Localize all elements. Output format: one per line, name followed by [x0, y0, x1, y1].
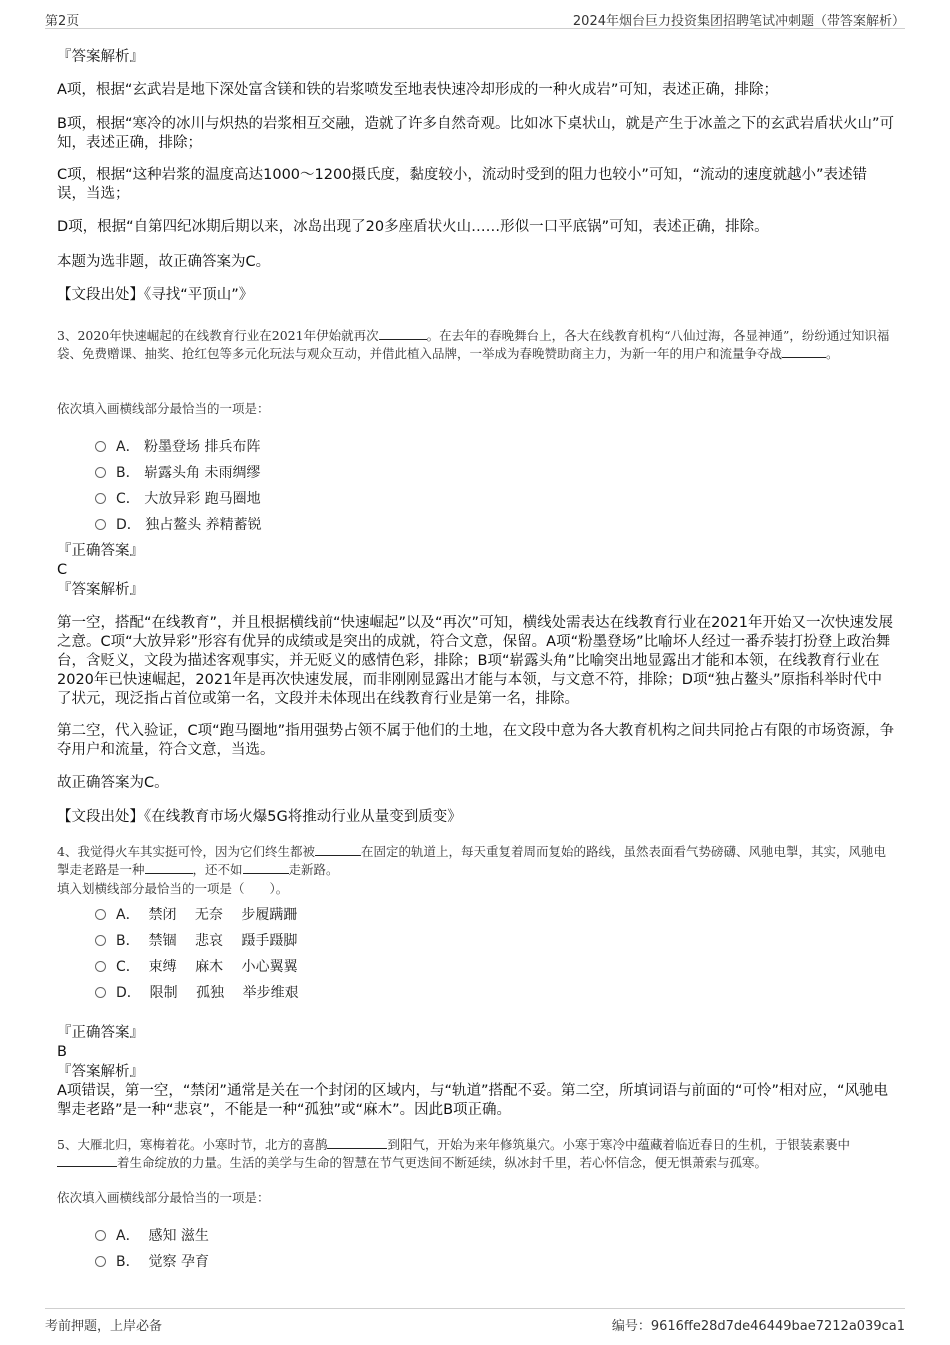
radio-icon[interactable] [95, 935, 106, 946]
q3-stem: 3、2020年快速崛起的在线教育行业在2021年伊始就再次 。在去年的春晚舞台上，各大在线教育机构“八仙过海，各显神通”，纷纷通过知识福袋、免费赠课、抽奖、抢红包等多元化玩法与观众互动，并借此植入品牌，一举成为春晚赞助商主力，为新一年的用户和流量争夺战 。 [57, 328, 890, 361]
q3-option-d[interactable]: D． 独占鳌头 养精蓄锐 [95, 514, 262, 534]
page-number: 第2页 [45, 14, 80, 29]
q3-analysis-1: 第一空，搭配“在线教育”，并且根据横线前“快速崛起”以及“再次”可知，横线处需表达在线教育行业在2021年开始又一次快速发展之意。C项“大放异彩”形容有优异的成绩或是突出的成就，符合文意，保留。A项“粉墨登场”比喻坏人经过一番乔装打扮登上政治舞台，含贬义，文段为描述客观事实，并无贬义的感情色彩，排除；B项“崭露头角”比喻突出地显露出才能和本领，在线教育行业在2020年已快速崛起，2021年是再次快速发展，而非刚刚显露出才能与本领，与文意不符，排除；D项“独占鳌头”原指科举时代中了状元，现泛指占首位或第一名，文段并未体现出在线教育行业是第一名，排除。 [57, 615, 893, 707]
radio-icon[interactable] [95, 519, 106, 530]
q2-analysis-d: D项，根据“自第四纪冰期后期以来，冰岛出现了20多座盾状火山……形似一口平底锅”可知，表述正确，排除。 [57, 219, 769, 235]
page-footer [45, 1308, 905, 1339]
q2-analysis-label: 『答案解析』 [57, 49, 144, 65]
blank-line [145, 873, 193, 874]
q4-stem: 4、我觉得火车其实挺可怜，因为它们终生都被 在固定的轨道上，每天重复着周而复始的路线，虽然表面看气势磅礴、风驰电掣，其实，风驰电掣走老路是一种 ，还不如 走新路。 [57, 844, 886, 877]
q4-answer-label: 『正确答案』 [57, 1025, 144, 1041]
q4-prompt: 填入划横线部分最恰当的一项是（ ）。 [57, 881, 289, 896]
q4-analysis: A项错误，第一空，“禁闭”通常是关在一个封闭的区域内，与“轨道”搭配不妥。第二空，所填词语与前面的“可怜”相对应，“风驰电掣走老路”是一种“悲哀”，不能是一种“孤独”或“麻木”。因此B项正确。 [57, 1083, 888, 1118]
q3-answer: C [57, 562, 68, 578]
q3-analysis-2: 第二空，代入验证，C项“跑马圈地”指用强势占领不属于他们的土地，在文段中意为各大教育机构之间共同抢占有限的市场资源，争夺用户和流量，符合文意，当选。 [57, 723, 895, 758]
q3-option-b[interactable]: B． 崭露头角 未雨绸缪 [95, 462, 261, 482]
q5-option-a[interactable]: A． 感知 滋生 [95, 1225, 209, 1245]
q4-answer: B [57, 1044, 67, 1060]
q3-analysis-label: 『答案解析』 [57, 582, 144, 598]
radio-icon[interactable] [95, 1256, 106, 1267]
q2-analysis-b: B项，根据“寒冷的冰川与炽热的岩浆相互交融，造就了许多自然奇观。比如冰下桌状山，就是产生于冰盖之下的玄武岩盾状火山”可知，表述正确，排除； [57, 116, 894, 151]
radio-icon[interactable] [95, 909, 106, 920]
page-header [45, 6, 905, 29]
q2-conclusion: 本题为选非题，故正确答案为C。 [57, 254, 271, 270]
blank-line [782, 357, 826, 358]
q3-conclusion: 故正确答案为C。 [57, 775, 169, 791]
q4-analysis-label: 『答案解析』 [57, 1064, 144, 1080]
footer-slogan: 考前押题，上岸必备 [45, 1319, 163, 1334]
radio-icon[interactable] [95, 467, 106, 478]
q3-answer-label: 『正确答案』 [57, 543, 144, 559]
q3-option-c[interactable]: C． 大放异彩 跑马圈地 [95, 488, 261, 508]
document-title: 2024年烟台巨力投资集团招聘笔试冲刺题（带答案解析） [572, 14, 905, 29]
q4-option-c[interactable]: C． 束缚 麻木 小心翼翼 [95, 956, 298, 976]
radio-icon[interactable] [95, 441, 106, 452]
blank-line [379, 339, 427, 340]
q2-source: 【文段出处】《寻找“平顶山”》 [57, 287, 254, 303]
q5-option-b[interactable]: B． 觉察 孕育 [95, 1251, 209, 1271]
q2-analysis-c: C项，根据“这种岩浆的温度高达1000～1200摄氏度，黏度较小，流动时受到的阻力也较小”可知，“流动的速度就越小”表述错误，当选； [57, 167, 867, 202]
q5-prompt: 依次填入画横线部分最恰当的一项是： [57, 1190, 270, 1205]
document-code: 编号：9616ffe28d7de46449bae7212a039ca1 [611, 1319, 905, 1334]
radio-icon[interactable] [95, 987, 106, 998]
q3-option-a[interactable]: A． 粉墨登场 排兵布阵 [95, 436, 260, 456]
radio-icon[interactable] [95, 961, 106, 972]
q3-prompt: 依次填入画横线部分最恰当的一项是： [57, 401, 270, 416]
q2-analysis-a: A项，根据“玄武岩是地下深处富含镁和铁的岩浆喷发至地表快速冷却形成的一种火成岩”可知，表述正确，排除； [57, 82, 778, 98]
blank-line [243, 873, 289, 874]
radio-icon[interactable] [95, 493, 106, 504]
blank-line [315, 855, 361, 856]
q4-option-d[interactable]: D． 限制 孤独 举步维艰 [95, 982, 299, 1002]
blank-line [57, 1166, 117, 1167]
q4-option-a[interactable]: A． 禁闭 无奈 步履蹒跚 [95, 904, 297, 924]
q4-option-b[interactable]: B． 禁锢 悲哀 蹑手蹑脚 [95, 930, 297, 950]
q3-source: 【文段出处】《在线教育市场火爆5G将推动行业从量变到质变》 [57, 809, 462, 825]
q5-stem: 5、大雁北归，寒梅着花。小寒时节，北方的喜鹊 到阳气，开始为来年修筑巢穴。小寒于寒冷中蕴藏着临近春日的生机，于银装素裹中着生命绽放的力量。生活的美学与生命的智慧在节气更迭间不断延续，纵冰封千里，若心怀信念，便无惧萧索与孤寒。 [57, 1137, 850, 1170]
radio-icon[interactable] [95, 1230, 106, 1241]
blank-line [327, 1148, 387, 1149]
